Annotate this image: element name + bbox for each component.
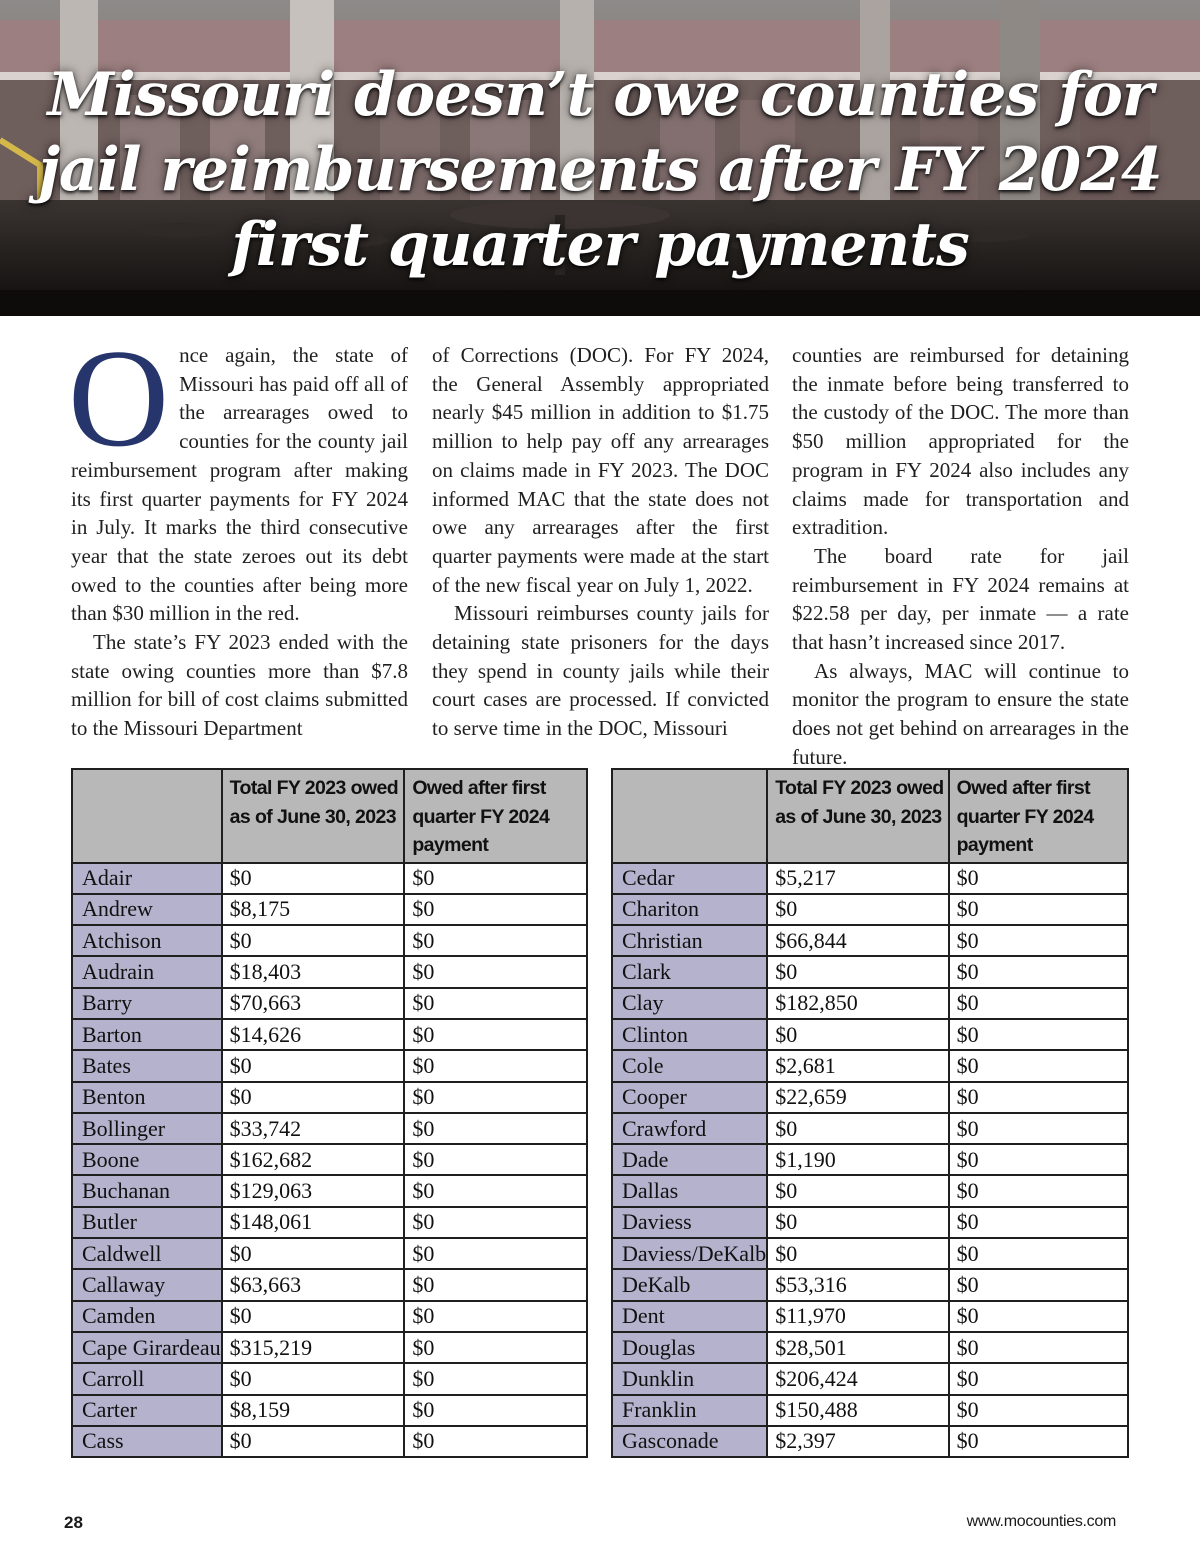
total-owed-cell: $2,681	[767, 1050, 948, 1081]
owed-after-cell: $0	[949, 1019, 1128, 1050]
owed-after-cell: $0	[404, 894, 587, 925]
total-owed-cell: $206,424	[767, 1363, 948, 1394]
total-owed-cell: $18,403	[222, 956, 405, 987]
total-owed-column-header: Total FY 2023 owed as of June 30, 2023	[222, 769, 405, 863]
table-row	[612, 894, 1128, 925]
table-row	[612, 863, 1128, 894]
table-row	[612, 1426, 1128, 1457]
owed-after-cell: $0	[949, 1332, 1128, 1363]
table-row	[612, 1238, 1128, 1269]
total-owed-cell: $0	[222, 863, 405, 894]
table-row	[612, 1082, 1128, 1113]
table-row	[72, 1082, 587, 1113]
table-row	[72, 988, 587, 1019]
table-row	[72, 1175, 587, 1206]
table-row	[612, 1332, 1128, 1363]
owed-after-cell: $0	[949, 1238, 1128, 1269]
owed-after-cell: $0	[949, 1175, 1128, 1206]
owed-after-cell: $0	[404, 1082, 587, 1113]
table-header-row	[72, 769, 587, 863]
total-owed-cell: $0	[767, 1207, 948, 1238]
owed-after-cell: $0	[404, 1238, 587, 1269]
table-row	[612, 1019, 1128, 1050]
owed-after-cell: $0	[404, 1019, 587, 1050]
owed-after-cell: $0	[949, 1113, 1128, 1144]
table-row	[72, 1332, 587, 1363]
table-row	[72, 1238, 587, 1269]
table-row	[72, 1144, 587, 1175]
owed-after-cell: $0	[404, 1207, 587, 1238]
table-row	[72, 1050, 587, 1081]
owed-after-cell: $0	[949, 1269, 1128, 1300]
total-owed-cell: $14,626	[222, 1019, 405, 1050]
article-headline	[0, 58, 1200, 283]
county-name-cell: Bates	[72, 1050, 222, 1081]
owed-after-cell: $0	[404, 925, 587, 956]
owed-after-cell: $0	[949, 925, 1128, 956]
county-name-cell: Douglas	[612, 1332, 767, 1363]
total-owed-cell: $5,217	[767, 863, 948, 894]
county-name-cell: Andrew	[72, 894, 222, 925]
county-name-cell: Dade	[612, 1144, 767, 1175]
county-name-cell: Carroll	[72, 1363, 222, 1394]
article-column-2	[432, 341, 769, 743]
county-name-cell: Cape Girardeau	[72, 1332, 222, 1363]
county-name-cell: Daviess/DeKalb	[612, 1238, 767, 1269]
table-row	[612, 988, 1128, 1019]
total-owed-cell: $0	[222, 1238, 405, 1269]
total-owed-cell: $162,682	[222, 1144, 405, 1175]
county-name-cell: Callaway	[72, 1269, 222, 1300]
owed-after-cell: $0	[404, 988, 587, 1019]
table-row	[72, 1207, 587, 1238]
total-owed-cell: $0	[222, 1301, 405, 1332]
article-paragraph-2-cont: of Corrections (DOC). For FY 2024, the General Assembly appropriated nearly $45 million in addition to $1.75 million to help pay off any arrearages on claims made in FY 2023. The DOC informed MAC that the state does not owe any arrearages after the first quarter payments were made at the start of the new fiscal year on July 1, 2022.	[432, 343, 769, 597]
county-name-cell: Audrain	[72, 956, 222, 987]
table-row	[612, 1144, 1128, 1175]
table-row	[612, 956, 1128, 987]
total-owed-cell: $0	[222, 1082, 405, 1113]
county-name-cell: Adair	[72, 863, 222, 894]
article-paragraph-4: The board rate for jail reimbursement in FY 2024 remains at $22.58 per day, per inmate — a rate that hasn’t increased since 2017.	[792, 543, 1129, 655]
total-owed-cell: $148,061	[222, 1207, 405, 1238]
county-name-cell: DeKalb	[612, 1269, 767, 1300]
paragraph-text: nce again, the state of Missouri has paid off all of the arrearages owed to counties for the county jail reimbursement program after making its first quarter payments for FY 2024 in July. It marks the third consecutive year that the state zeroes out its debt owed to the counties after being more than $30 million in the red.	[71, 343, 408, 626]
owed-after-cell: $0	[949, 956, 1128, 987]
table-body	[72, 863, 587, 1458]
total-owed-cell: $0	[767, 894, 948, 925]
table-row	[72, 1426, 587, 1457]
total-owed-cell: $53,316	[767, 1269, 948, 1300]
table-row	[72, 1363, 587, 1394]
total-owed-cell: $0	[222, 1363, 405, 1394]
table-body	[612, 863, 1128, 1458]
headline-line-2: jail reimbursements after FY 2024	[38, 135, 1162, 205]
owed-after-cell: $0	[949, 1207, 1128, 1238]
page-number: 28	[64, 1513, 83, 1532]
owed-after-cell: $0	[949, 1082, 1128, 1113]
owed-after-column-header: Owed after first quarter FY 2024 payment	[949, 769, 1128, 863]
headline-line-3: first quarter payments	[231, 210, 969, 280]
county-name-cell: Atchison	[72, 925, 222, 956]
owed-after-cell: $0	[404, 1301, 587, 1332]
county-name-cell: Clinton	[612, 1019, 767, 1050]
county-name-cell: Buchanan	[72, 1175, 222, 1206]
county-name-cell: Clark	[612, 956, 767, 987]
article-paragraph-3-cont: counties are reimbursed for detaining the inmate before being transferred to the custody of the DOC. The more than $50 million appropriated for the program in FY 2024 also includes any claims made for transportation and extradition.	[792, 343, 1129, 540]
owed-after-cell: $0	[404, 1332, 587, 1363]
table-row	[72, 1019, 587, 1050]
county-column-header	[612, 769, 767, 863]
county-name-cell: Dent	[612, 1301, 767, 1332]
county-name-cell: Dunklin	[612, 1363, 767, 1394]
owed-after-cell: $0	[404, 1113, 587, 1144]
total-owed-cell: $315,219	[222, 1332, 405, 1363]
total-owed-cell: $8,159	[222, 1395, 405, 1426]
total-owed-cell: $129,063	[222, 1175, 405, 1206]
owed-after-cell: $0	[949, 1050, 1128, 1081]
owed-after-cell: $0	[404, 1144, 587, 1175]
table-row	[72, 1269, 587, 1300]
county-name-cell: Benton	[72, 1082, 222, 1113]
county-table-left	[71, 768, 588, 1458]
table-row	[72, 894, 587, 925]
article-column-3	[792, 341, 1129, 772]
table-row	[612, 1050, 1128, 1081]
county-name-cell: Camden	[72, 1301, 222, 1332]
table-row	[612, 1207, 1128, 1238]
drop-cap: O	[68, 321, 170, 476]
owed-after-cell: $0	[404, 1363, 587, 1394]
table-row	[72, 1113, 587, 1144]
owed-after-cell: $0	[949, 1144, 1128, 1175]
total-owed-cell: $150,488	[767, 1395, 948, 1426]
owed-after-cell: $0	[404, 1426, 587, 1457]
county-name-cell: Clay	[612, 988, 767, 1019]
table-row	[612, 1301, 1128, 1332]
county-name-cell: Boone	[72, 1144, 222, 1175]
county-name-cell: Cedar	[612, 863, 767, 894]
headline-line-1: Missouri doesn’t owe counties for	[47, 60, 1153, 130]
table-row	[612, 1175, 1128, 1206]
total-owed-cell: $11,970	[767, 1301, 948, 1332]
county-name-cell: Christian	[612, 925, 767, 956]
county-name-cell: Carter	[72, 1395, 222, 1426]
owed-after-cell: $0	[404, 1395, 587, 1426]
table-row	[72, 863, 587, 894]
hero-banner	[0, 0, 1200, 316]
county-name-cell: Cole	[612, 1050, 767, 1081]
owed-after-cell: $0	[404, 1050, 587, 1081]
total-owed-cell: $66,844	[767, 925, 948, 956]
total-owed-column-header: Total FY 2023 owed as of June 30, 2023	[767, 769, 948, 863]
county-name-cell: Barry	[72, 988, 222, 1019]
total-owed-cell: $0	[767, 1238, 948, 1269]
owed-after-cell: $0	[949, 894, 1128, 925]
owed-after-cell: $0	[949, 1363, 1128, 1394]
county-name-cell: Chariton	[612, 894, 767, 925]
county-name-cell: Dallas	[612, 1175, 767, 1206]
total-owed-cell: $0	[767, 1113, 948, 1144]
county-name-cell: Crawford	[612, 1113, 767, 1144]
owed-after-cell: $0	[949, 1426, 1128, 1457]
county-name-cell: Franklin	[612, 1395, 767, 1426]
table-row	[72, 1301, 587, 1332]
county-table-right	[611, 768, 1129, 1458]
table-row	[612, 1363, 1128, 1394]
article-paragraph-2: The state’s FY 2023 ended with the state owing counties more than $7.8 million for bill of cost claims submitted to the Missouri Department	[71, 630, 408, 741]
county-name-cell: Cooper	[612, 1082, 767, 1113]
owed-after-cell: $0	[404, 1175, 587, 1206]
county-name-cell: Butler	[72, 1207, 222, 1238]
owed-after-cell: $0	[949, 863, 1128, 894]
website-url: www.mocounties.com	[966, 1513, 1116, 1530]
owed-after-cell: $0	[404, 1269, 587, 1300]
owed-after-cell: $0	[949, 1395, 1128, 1426]
total-owed-cell: $70,663	[222, 988, 405, 1019]
county-name-cell: Barton	[72, 1019, 222, 1050]
total-owed-cell: $63,663	[222, 1269, 405, 1300]
owed-after-cell: $0	[404, 863, 587, 894]
total-owed-cell: $182,850	[767, 988, 948, 1019]
county-name-cell: Caldwell	[72, 1238, 222, 1269]
article-paragraph-1	[68, 321, 408, 628]
table-header-row	[612, 769, 1128, 863]
table-row	[612, 925, 1128, 956]
owed-after-column-header: Owed after first quarter FY 2024 payment	[404, 769, 587, 863]
owed-after-cell: $0	[404, 956, 587, 987]
table-row	[72, 956, 587, 987]
total-owed-cell: $22,659	[767, 1082, 948, 1113]
article-paragraph-3: Missouri reimburses county jails for detaining state prisoners for the days they spend in county jails while their court cases are processed. If convicted to serve time in the DOC, Missouri	[432, 601, 769, 741]
county-name-cell: Gasconade	[612, 1426, 767, 1457]
total-owed-cell: $0	[222, 925, 405, 956]
total-owed-cell: $33,742	[222, 1113, 405, 1144]
owed-after-cell: $0	[949, 1301, 1128, 1332]
table-row	[612, 1395, 1128, 1426]
table-row	[612, 1113, 1128, 1144]
county-name-cell: Bollinger	[72, 1113, 222, 1144]
article-paragraph-5: As always, MAC will continue to monitor the program to ensure the state does not get behind on arrearages in the future.	[792, 658, 1129, 769]
owed-after-cell: $0	[949, 988, 1128, 1019]
county-name-cell: Cass	[72, 1426, 222, 1457]
total-owed-cell: $0	[767, 1019, 948, 1050]
total-owed-cell: $0	[222, 1050, 405, 1081]
total-owed-cell: $8,175	[222, 894, 405, 925]
total-owed-cell: $1,190	[767, 1144, 948, 1175]
total-owed-cell: $0	[767, 1175, 948, 1206]
table-row	[72, 925, 587, 956]
total-owed-cell: $0	[222, 1426, 405, 1457]
article-column-1	[68, 321, 408, 743]
total-owed-cell: $28,501	[767, 1332, 948, 1363]
table-row	[612, 1269, 1128, 1300]
table-row	[72, 1395, 587, 1426]
county-name-cell: Daviess	[612, 1207, 767, 1238]
county-column-header	[72, 769, 222, 863]
total-owed-cell: $2,397	[767, 1426, 948, 1457]
total-owed-cell: $0	[767, 956, 948, 987]
